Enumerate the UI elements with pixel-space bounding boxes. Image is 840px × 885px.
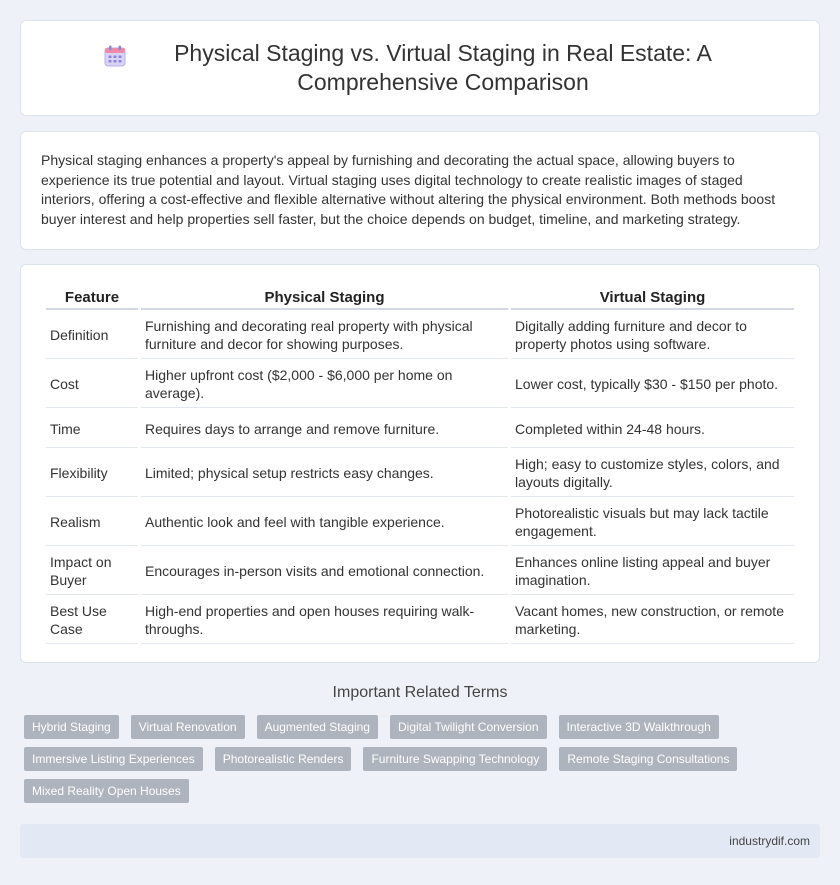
- header: [102, 39, 738, 97]
- table-cell-feature: Definition: [46, 312, 138, 359]
- column-header-feature: Feature: [46, 281, 138, 310]
- footer-site-link[interactable]: industrydif.com: [729, 834, 810, 848]
- table-cell-virtual: Completed within 24-48 hours.: [511, 410, 794, 448]
- table-cell-physical: Higher upfront cost ($2,000 - $6,000 per home on average).: [141, 361, 508, 408]
- table-cell-physical: Limited; physical setup restricts easy changes.: [141, 450, 508, 497]
- comparison-table: [43, 279, 797, 646]
- related-term-tag[interactable]: Mixed Reality Open Houses: [24, 779, 189, 803]
- intro-card: [20, 131, 820, 250]
- related-term-tag[interactable]: Digital Twilight Conversion: [390, 715, 547, 739]
- table-cell-virtual: Photorealistic visuals but may lack tactile engagement.: [511, 499, 794, 546]
- related-term-tag[interactable]: Augmented Staging: [257, 715, 378, 739]
- table-cell-physical: Furnishing and decorating real property with physical furniture and decor for showing purposes.: [141, 312, 508, 359]
- related-term-tag[interactable]: Virtual Renovation: [131, 715, 245, 739]
- table-row: [46, 410, 794, 448]
- table-row: [46, 450, 794, 497]
- table-cell-physical: Requires days to arrange and remove furniture.: [141, 410, 508, 448]
- related-terms-list: [20, 715, 820, 811]
- column-header-physical: Physical Staging: [141, 281, 508, 310]
- table-cell-feature: Cost: [46, 361, 138, 408]
- related-terms-title: Important Related Terms: [332, 684, 508, 701]
- page-title: Physical Staging vs. Virtual Staging in Real Estate: A Comprehensive Comparison: [174, 40, 712, 95]
- table-cell-virtual: Vacant homes, new construction, or remote marketing.: [511, 597, 794, 644]
- column-header-virtual: Virtual Staging: [511, 281, 794, 310]
- related-term-tag[interactable]: Hybrid Staging: [24, 715, 119, 739]
- related-term-tag[interactable]: Interactive 3D Walkthrough: [559, 715, 719, 739]
- table-cell-virtual: Enhances online listing appeal and buyer imagination.: [511, 548, 794, 595]
- calendar-icon: [102, 43, 128, 69]
- intro-paragraph: Physical staging enhances a property's appeal by furnishing and decorating the actual space, allowing buyers to experience its true potential and layout. Virtual staging uses digital technology to create realistic images of staged interiors, offering a cost-effective and flexible alternative without altering the physical environment. Both methods boost buyer interest and help properties sell faster, but the choice depends on budget, timeline, and marketing strategy.: [41, 152, 776, 227]
- footer: [20, 824, 820, 858]
- table-row: [46, 597, 794, 644]
- table-cell-feature: Best Use Case: [46, 597, 138, 644]
- table-cell-feature: Impact on Buyer: [46, 548, 138, 595]
- table-cell-physical: High-end properties and open houses requiring walk-throughs.: [141, 597, 508, 644]
- related-term-tag[interactable]: Photorealistic Renders: [215, 747, 352, 771]
- header-card: [20, 20, 820, 116]
- table-cell-virtual: Digitally adding furniture and decor to property photos using software.: [511, 312, 794, 359]
- table-cell-feature: Time: [46, 410, 138, 448]
- table-cell-feature: Flexibility: [46, 450, 138, 497]
- related-term-tag[interactable]: Furniture Swapping Technology: [363, 747, 547, 771]
- table-cell-virtual: High; easy to customize styles, colors, and layouts digitally.: [511, 450, 794, 497]
- table-cell-feature: Realism: [46, 499, 138, 546]
- table-header-row: [46, 281, 794, 310]
- related-term-tag[interactable]: Remote Staging Consultations: [559, 747, 737, 771]
- table-row: [46, 361, 794, 408]
- table-row: [46, 499, 794, 546]
- table-cell-physical: Authentic look and feel with tangible experience.: [141, 499, 508, 546]
- comparison-card: [20, 264, 820, 663]
- table-row: [46, 548, 794, 595]
- table-cell-virtual: Lower cost, typically $30 - $150 per photo.: [511, 361, 794, 408]
- related-term-tag[interactable]: Immersive Listing Experiences: [24, 747, 203, 771]
- table-cell-physical: Encourages in-person visits and emotional connection.: [141, 548, 508, 595]
- table-row: [46, 312, 794, 359]
